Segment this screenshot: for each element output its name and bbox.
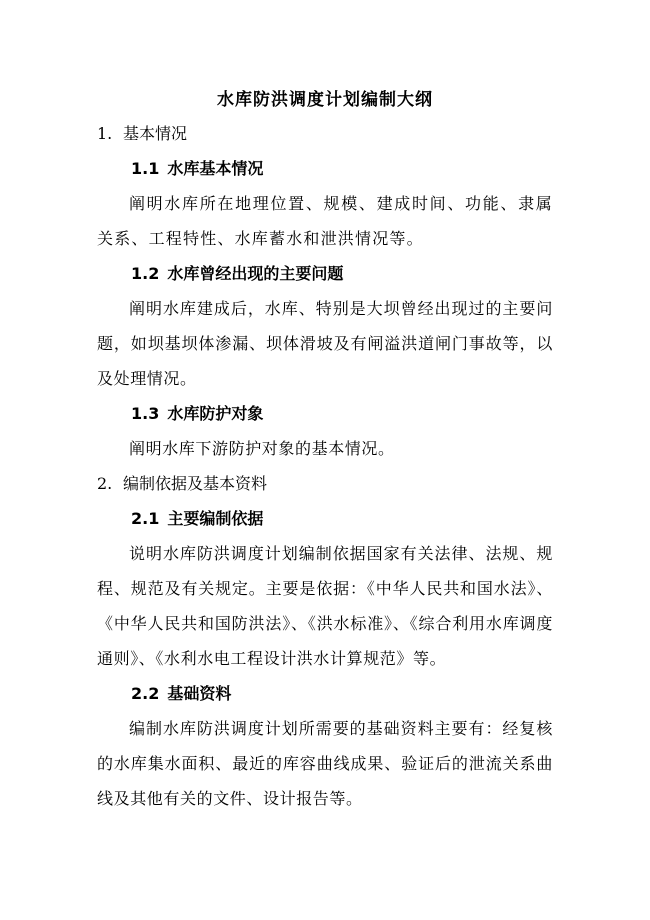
subsection-number: 1.2 bbox=[131, 264, 160, 283]
paragraph: 阐明水库所在地理位置、规模、建成时间、功能、隶属关系、工程特性、水库蓄水和泄洪情况等。 bbox=[97, 194, 553, 248]
subsection-number: 2.1 bbox=[131, 509, 160, 528]
subsection-title: 主要编制依据 bbox=[167, 509, 264, 528]
section-number: 1. bbox=[97, 124, 113, 143]
subsection-number: 1.1 bbox=[131, 159, 160, 178]
subsection-title: 基础资料 bbox=[167, 684, 232, 703]
subsection-heading bbox=[97, 676, 553, 711]
paragraph: 阐明水库下游防护对象的基本情况。 bbox=[129, 439, 395, 458]
subsection-number: 2.2 bbox=[131, 684, 160, 703]
paragraph: 说明水库防洪调度计划编制依据国家有关法律、法规、规程、规范及有关规定。主要是依据：《中华人民共和国水法》、《中华人民共和国防洪法》、《洪水标准》、《综合利用水库调度通则》、《水利水电工程设计洪水计算规范》等。 bbox=[97, 544, 553, 668]
document-title: 水库防洪调度计划编制大纲 bbox=[217, 90, 433, 110]
subsection-title: 水库曾经出现的主要问题 bbox=[167, 264, 344, 283]
section-number: 2. bbox=[97, 474, 113, 493]
section-heading bbox=[97, 116, 553, 151]
subsection-title: 水库基本情况 bbox=[167, 159, 264, 178]
subsection-heading bbox=[97, 501, 553, 536]
subsection-number: 1.3 bbox=[131, 404, 160, 423]
subsection-title: 水库防护对象 bbox=[167, 404, 264, 423]
subsection-heading bbox=[97, 151, 553, 186]
document-body bbox=[97, 116, 553, 816]
subsection-heading bbox=[97, 396, 553, 431]
section-title: 编制依据及基本资料 bbox=[123, 474, 268, 493]
paragraph: 阐明水库建成后，水库、特别是大坝曾经出现过的主要问题，如坝基坝体渗漏、坝体滑坡及有闸溢洪道闸门事故等，以及处理情况。 bbox=[97, 299, 553, 388]
section-heading bbox=[97, 466, 553, 501]
subsection-heading bbox=[97, 256, 553, 291]
paragraph: 编制水库防洪调度计划所需要的基础资料主要有：经复核的水库集水面积、最近的库容曲线成果、验证后的泄流关系曲线及其他有关的文件、设计报告等。 bbox=[97, 719, 553, 808]
section-title: 基本情况 bbox=[123, 124, 188, 143]
